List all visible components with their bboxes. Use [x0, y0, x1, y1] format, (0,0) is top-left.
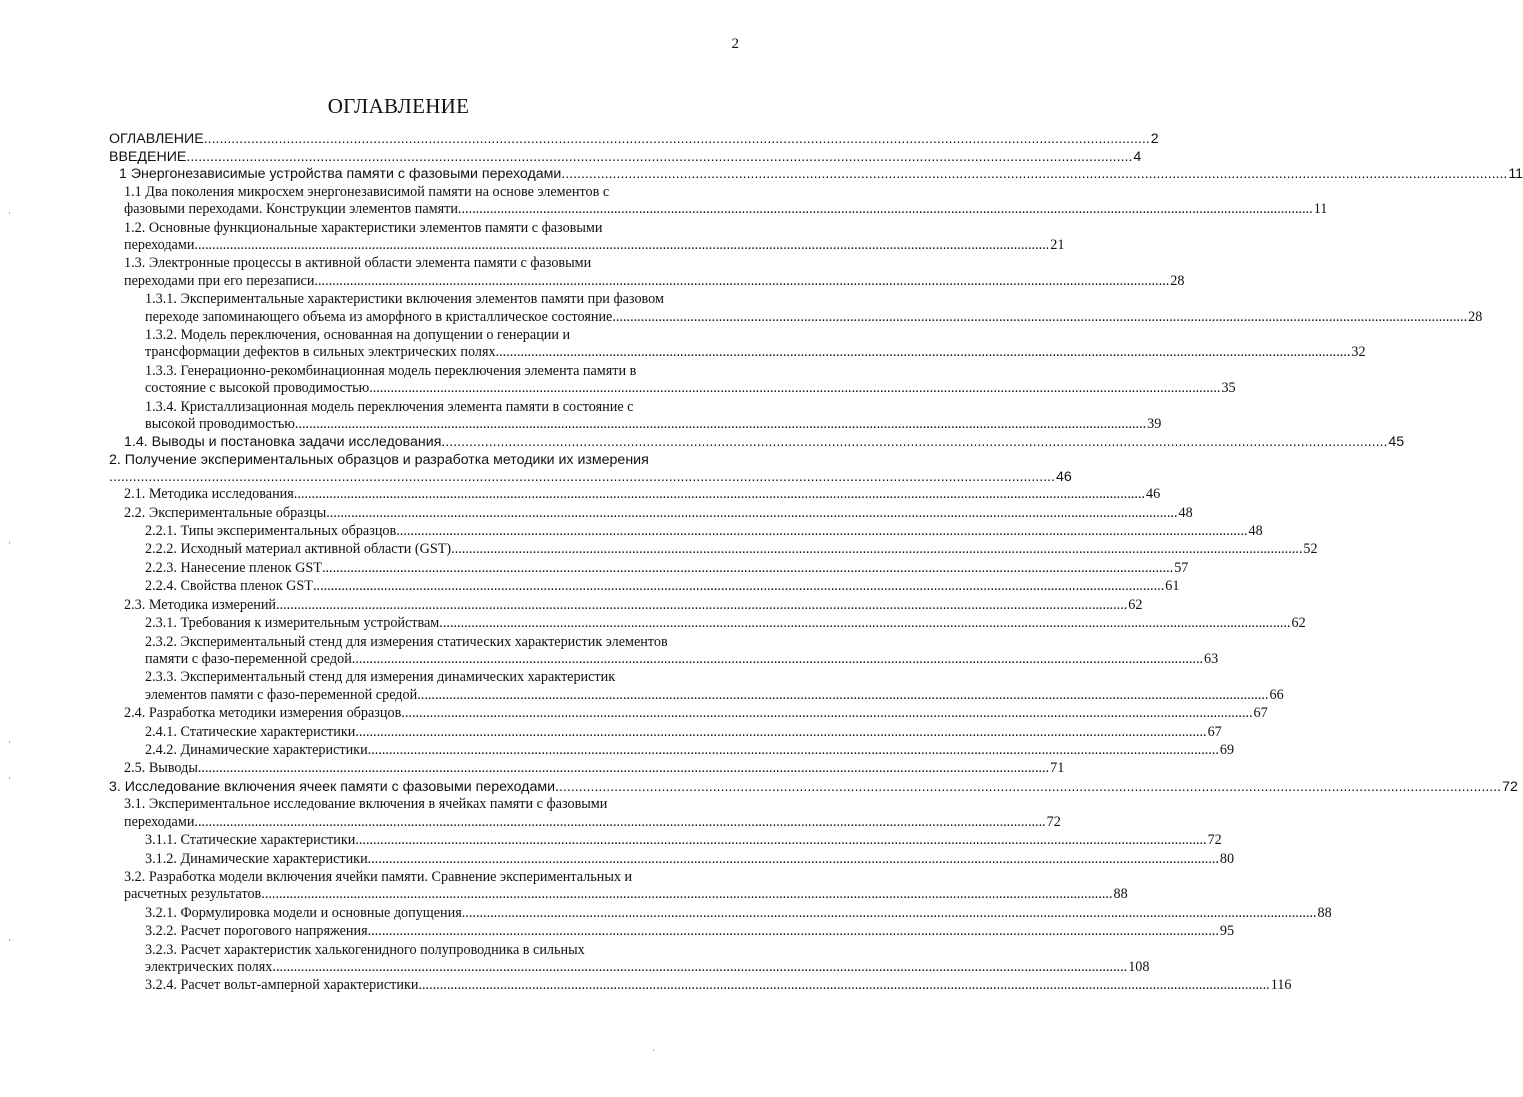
toc-page-number: 72 [1502, 778, 1518, 795]
toc-entry-line [145, 904, 1332, 922]
toc-page-number: 46 [1056, 468, 1072, 485]
toc-page-number: 62 [1291, 615, 1306, 632]
toc-entry-text: ВВЕДЕНИЕ [109, 148, 187, 165]
dot-leader [326, 505, 1177, 522]
toc-page-number: 61 [1165, 578, 1180, 595]
dot-leader [294, 486, 1145, 503]
toc-page-number: 63 [1204, 650, 1219, 667]
toc-title: ОГЛАВЛЕНИЕ [327, 94, 470, 118]
toc-page-number: 72 [1207, 832, 1222, 849]
toc-entry [109, 486, 1161, 503]
toc-entry-line [124, 486, 1161, 503]
toc-entry-line [145, 615, 1306, 632]
dot-leader [276, 959, 1127, 976]
toc-page-number: 57 [1174, 559, 1189, 576]
toc-entry-text: 2.2.3. Нанесение пленок GST [145, 559, 322, 576]
toc-entry-text: 1.3.4. Кристаллизационная модель переключения элемента памяти в состояние с [145, 398, 634, 415]
toc-entry [109, 977, 1292, 994]
toc-entry-text: 1.2. Основные функциональные характеристики элементов памяти с фазовыми [124, 219, 603, 236]
toc-page-number: 21 [1050, 237, 1065, 253]
toc-entry [109, 183, 1328, 219]
toc-entry-line [124, 760, 1065, 777]
toc-entry-line [145, 523, 1263, 540]
toc-entry-text: 3.1.2. Динамические характеристики [145, 850, 368, 867]
toc-page-number: 62 [1128, 596, 1143, 613]
toc-entry-text: 3.2.2. Расчет порогового напряжения [145, 923, 368, 940]
dot-leader [322, 560, 1173, 577]
dot-leader [418, 977, 1269, 994]
dot-leader [439, 615, 1290, 632]
toc-entry-line [145, 416, 1162, 433]
toc-entry-line [145, 380, 1236, 397]
toc-entry-text: 2.5. Выводы [124, 760, 198, 777]
toc-entry [109, 705, 1268, 722]
toc-entry-line [124, 596, 1143, 614]
toc-entry-line [124, 504, 1193, 522]
toc-entry-line [124, 813, 1061, 831]
toc-entry-line [145, 850, 1235, 868]
dot-leader [204, 131, 1150, 148]
toc-entry-text: переходами. [124, 237, 198, 253]
toc-entry-text: 1.4. Выводы и постановка задачи исследования [124, 434, 442, 451]
toc-entry [109, 596, 1143, 614]
toc-entry-text: 2.2.2. Исходный материал активной области (GST) [145, 541, 452, 558]
scan-speck: · [8, 538, 11, 548]
dot-leader [417, 687, 1268, 704]
toc-entry-text: фазовыми переходами. Конструкции элементов памяти. [124, 201, 462, 218]
toc-entry-text: 3.1. Экспериментальное исследование включения в ячейках памяти с фазовыми [124, 796, 608, 813]
dot-leader [369, 380, 1220, 397]
toc-entry-line [124, 886, 1128, 903]
toc-entry-text: 2.4.2. Динамические характеристики [145, 741, 368, 758]
toc-entry-text: памяти с фазо-переменной средой [145, 650, 352, 667]
toc-entry-text: 2.3.3. Экспериментальный стенд для измерения динамических характеристик [145, 669, 616, 686]
toc-entry [109, 796, 1061, 831]
dot-leader [441, 434, 1387, 451]
toc-page-number: 48 [1178, 504, 1193, 521]
toc-entry-line [109, 468, 1072, 486]
toc-entry [109, 523, 1263, 540]
toc-entry [109, 868, 1128, 904]
dot-leader [461, 201, 1312, 218]
toc-entry-text: 2. Получение экспериментальных образцов и разработка методики их измерения [109, 452, 649, 469]
toc-page-number: 2 [1150, 131, 1159, 147]
toc-page-number: 108 [1128, 959, 1150, 975]
toc-entry-line [145, 723, 1222, 741]
toc-entry-text: 3.2.4. Расчет вольт-амперной характеристики [145, 977, 419, 994]
toc-entry-line [145, 832, 1222, 849]
dot-leader [198, 760, 1049, 777]
toc-entry-line [124, 434, 1405, 451]
toc-entry [109, 723, 1222, 741]
dot-leader [499, 344, 1350, 361]
toc-entry-line [145, 741, 1235, 759]
toc-entry [109, 504, 1193, 522]
toc-entry-line [145, 578, 1180, 595]
toc-entry-line [145, 559, 1189, 577]
toc-entry-text: ОГЛАВЛЕНИЕ [109, 131, 204, 147]
toc-entry-line [124, 237, 1065, 254]
toc-entry-line [145, 686, 1284, 704]
dot-leader [451, 541, 1302, 558]
toc-page-number: 32 [1351, 344, 1366, 361]
toc-entry-text: 3.2.3. Расчет характеристик халькогенидного полупроводника в сильных [145, 941, 585, 958]
toc-entry [109, 398, 1162, 434]
toc-page-number: 45 [1388, 434, 1405, 451]
dot-leader [261, 886, 1112, 903]
toc-entry-text: состояние с высокой проводимостью [145, 380, 370, 397]
toc-entry-text: переходами [124, 813, 195, 830]
toc-entry-text: 2.2.4. Свойства пленок GST [145, 578, 313, 595]
toc-entry-text: 1.1 Два поколения микросхем энергонезависимой памяти на основе элементов с [124, 183, 610, 200]
dot-leader [276, 597, 1127, 614]
scan-speck: · [8, 208, 11, 218]
toc-entry [109, 452, 1072, 485]
toc-page-number: 46 [1146, 486, 1161, 503]
dot-leader [313, 578, 1164, 595]
toc-page-number: 71 [1050, 760, 1065, 777]
toc-page-number: 80 [1219, 850, 1235, 867]
toc-entry [109, 219, 1065, 255]
toc-page-number: 28 [1468, 308, 1483, 325]
toc-entry-text: расчетных результатов [124, 886, 262, 903]
dot-leader [368, 923, 1219, 940]
toc-entry-line [124, 201, 1328, 218]
toc-entry [109, 578, 1180, 595]
toc-page-number: 35 [1221, 380, 1236, 397]
toc-entry [109, 904, 1332, 922]
toc-entry-line [109, 148, 1142, 166]
toc-entry-text: 2.2. Экспериментальные образцы [124, 504, 327, 521]
dot-leader [465, 905, 1316, 922]
dot-leader [198, 237, 1049, 254]
toc-entry-line [109, 131, 1159, 148]
toc-entry [109, 434, 1405, 451]
toc-entry-text: 2.3.1. Требования к измерительным устройствам [145, 615, 440, 632]
toc-entry-text: 1 Энергонезависимые устройства памяти с фазовыми переходами [119, 166, 562, 183]
toc-page-number: 67 [1253, 705, 1268, 722]
toc-entry [109, 941, 1150, 977]
dot-leader [318, 273, 1169, 290]
toc-entry [109, 166, 1523, 183]
toc-entry-text: 1.3.1. Экспериментальные характеристики включения элементов памяти при фазовом [145, 291, 664, 308]
dot-leader [616, 309, 1467, 326]
toc-entry [109, 760, 1065, 777]
toc-entry-text: 2.2.1. Типы экспериментальных образцов [145, 523, 397, 540]
table-of-contents [109, 131, 1523, 996]
dot-leader [368, 851, 1219, 868]
dot-leader [561, 166, 1507, 183]
toc-entry-text: 3.1.1. Статические характеристики [145, 832, 356, 849]
toc-entry [109, 669, 1284, 704]
toc-entry [109, 327, 1366, 362]
toc-page-number: 116 [1270, 977, 1292, 994]
toc-entry-line [145, 344, 1366, 361]
toc-entry-text: 2.3. Методика измерений [124, 596, 277, 613]
toc-entry-text: электрических полях. [145, 959, 276, 975]
toc-entry-text: переходами при его перезаписи. [124, 272, 318, 289]
toc-page-number: 69 [1219, 741, 1235, 758]
toc-entry [109, 778, 1518, 796]
toc-entry-text: трансформации дефектов в сильных электрических полях. [145, 344, 500, 361]
toc-entry-line [124, 705, 1268, 722]
toc-entry-text: 2.4. Разработка методики измерения образцов [124, 705, 402, 722]
dot-leader [352, 651, 1203, 668]
toc-page-number: 95 [1219, 923, 1235, 940]
dot-leader [109, 469, 1055, 486]
toc-page-number: 39 [1147, 416, 1162, 433]
toc-entry-line [145, 923, 1235, 940]
toc-page-number: 11 [1313, 201, 1328, 218]
toc-entry [109, 541, 1318, 558]
toc-entry-text: 2.3.2. Экспериментальный стенд для измерения статических характеристик элементов [145, 633, 668, 650]
toc-entry [109, 923, 1235, 940]
toc-entry-text: 2.1. Методика исследования [124, 486, 294, 503]
toc-entry-line [145, 977, 1292, 994]
scan-speck: · [8, 773, 11, 783]
toc-entry-text: переходе запоминающего объема из аморфного в кристаллическое состояние. [145, 308, 616, 325]
toc-entry-text: 3.2.1. Формулировка модели и основные допущения. [145, 904, 466, 921]
toc-entry [109, 741, 1235, 759]
toc-entry [109, 291, 1483, 326]
toc-entry-line [145, 308, 1483, 326]
dot-leader [396, 523, 1247, 540]
toc-entry-text: 1.3.2. Модель переключения, основанная на допущении о генерации и [145, 327, 571, 344]
dot-leader [401, 705, 1252, 722]
toc-entry-line [145, 959, 1150, 976]
dot-leader [355, 724, 1206, 741]
dot-leader [186, 149, 1132, 166]
scan-speck: · [8, 935, 11, 945]
toc-page-number: 66 [1269, 686, 1284, 703]
toc-entry-text: 3. Исследование включения ячеек памяти с фазовыми переходами [109, 778, 556, 795]
page-number: 2 [731, 36, 739, 52]
toc-page-number: 11 [1508, 166, 1523, 183]
toc-entry [109, 559, 1189, 577]
dot-leader [295, 416, 1146, 433]
toc-entry [109, 131, 1159, 148]
toc-entry-text: 2.4.1. Статические характеристики [145, 723, 356, 740]
toc-entry [109, 633, 1219, 669]
toc-entry-line [124, 272, 1185, 290]
toc-entry-text: элементов памяти с фазо-переменной средой [145, 686, 418, 703]
toc-entry-text: 3.2. Разработка модели включения ячейки памяти. Сравнение экспериментальных и [124, 868, 633, 885]
toc-entry [109, 832, 1222, 849]
toc-page-number: 67 [1207, 723, 1222, 740]
toc-entry [109, 615, 1306, 632]
toc-page-number: 88 [1317, 904, 1332, 921]
toc-page-number: 28 [1170, 272, 1185, 289]
dot-leader [555, 779, 1501, 796]
toc-entry-text: 1.3.3. Генерационно-рекомбинационная модель переключения элемента памяти в [145, 362, 637, 379]
toc-entry [109, 255, 1185, 290]
toc-entry-text: высокой проводимостью [145, 416, 295, 433]
toc-entry-line [145, 650, 1219, 668]
toc-entry-line [109, 778, 1518, 796]
dot-leader [368, 742, 1219, 759]
toc-page-number: 72 [1046, 813, 1061, 830]
toc-entry-line [145, 541, 1318, 558]
toc-page-number: 52 [1303, 541, 1318, 558]
toc-entry [109, 362, 1236, 398]
toc-entry-text: 1.3. Электронные процессы в активной области элемента памяти с фазовыми [124, 255, 592, 272]
toc-page-number: 48 [1248, 523, 1263, 540]
dot-leader [194, 814, 1045, 831]
toc-entry [109, 850, 1235, 868]
toc-page-number: 88 [1113, 886, 1128, 903]
toc-entry-line [119, 166, 1523, 183]
scan-speck: · [652, 1045, 655, 1055]
toc-page-number: 4 [1133, 148, 1142, 165]
dot-leader [355, 832, 1206, 849]
toc-entry [109, 148, 1142, 166]
scan-speck: · [8, 737, 11, 747]
